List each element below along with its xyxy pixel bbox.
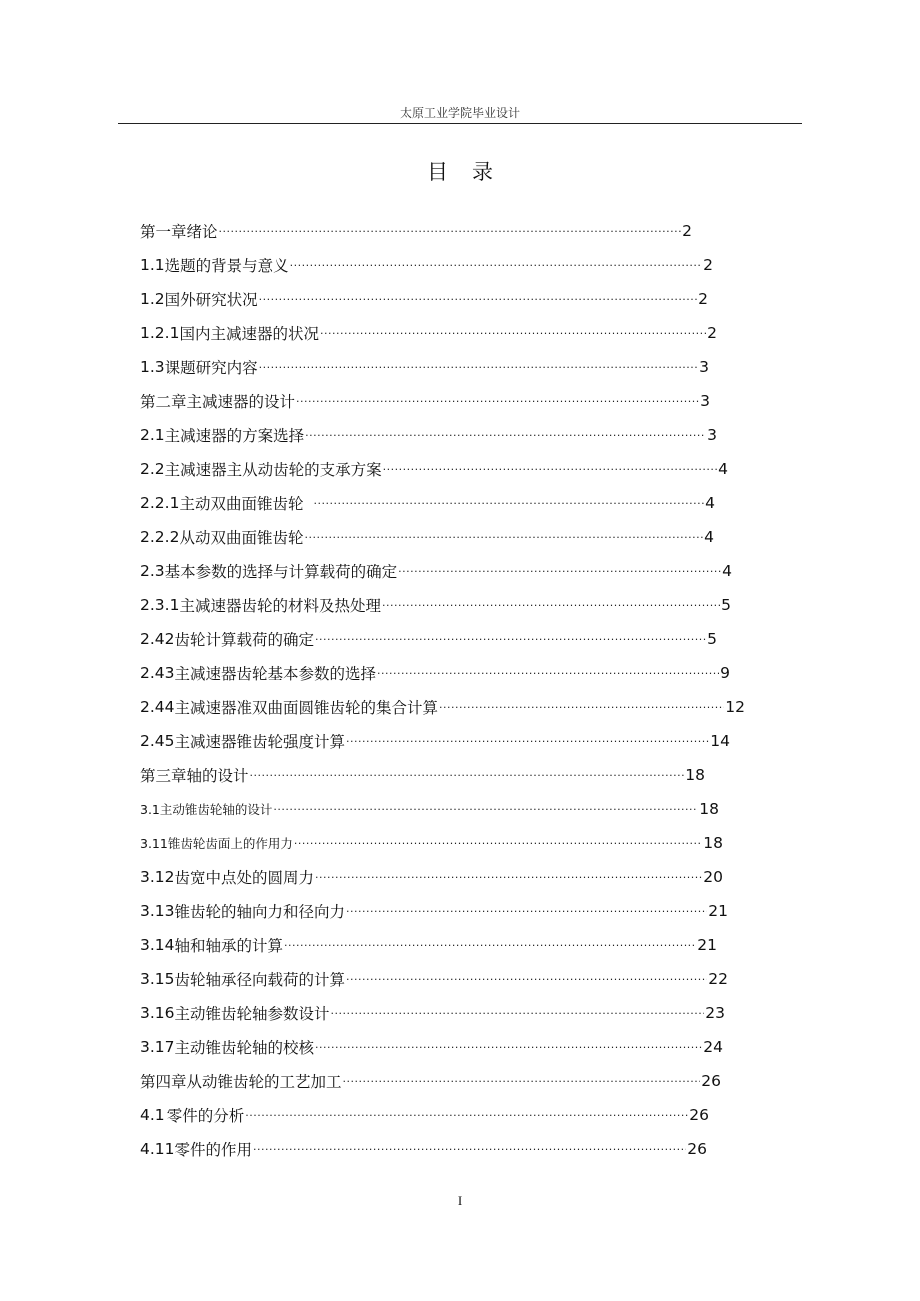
toc-entry-chapter-2[interactable] (140, 389, 710, 413)
toc-entry-3-15[interactable] (140, 967, 728, 991)
toc-entry-number: 第二章 (140, 393, 187, 411)
toc-entry-page: 2 (707, 324, 717, 342)
toc-entry-title: 基本参数的选择与计算载荷的确定 (164, 563, 398, 581)
toc-entry-2-45[interactable] (140, 729, 730, 753)
toc-entry-title: 主动双曲面锥齿轮 (179, 495, 304, 513)
toc-entry-title: 主动锥齿轮轴参数设计 (174, 1005, 330, 1023)
toc-entry-number: 2.2.1 (140, 494, 180, 512)
toc-entry-page: 14 (710, 732, 730, 750)
toc-leader (296, 395, 699, 413)
toc-entry-title: 轴和轴承的计算 (174, 937, 284, 955)
toc-entry-title: 主减速器齿轮基本参数的选择 (174, 665, 377, 683)
toc-entry-number: 1.2 (140, 290, 165, 308)
toc-title: 目录 (427, 160, 517, 184)
toc-entry-2-2[interactable] (140, 457, 728, 481)
toc-entry-title: 齿轮计算载荷的确定 (174, 631, 315, 649)
toc-entry-number: 第四章 (140, 1073, 187, 1091)
toc-entry-page: 4 (718, 460, 728, 478)
toc-entry-chapter-4[interactable] (140, 1069, 721, 1093)
toc-entry-number: 2.2.2 (140, 528, 180, 546)
toc-entry-3-11[interactable] (140, 831, 723, 855)
toc-entry-title: 课题研究内容 (164, 359, 258, 377)
toc-entry-page: 5 (707, 630, 717, 648)
toc-entry-page: 22 (708, 970, 728, 988)
toc-entry-page: 9 (720, 664, 730, 682)
toc-leader (313, 497, 704, 515)
toc-entry-1-2[interactable] (140, 287, 708, 311)
toc-entry-page: 2 (698, 290, 708, 308)
toc-entry-title: 主动锥齿轮轴的设计 (159, 802, 273, 817)
toc-leader (250, 769, 685, 787)
toc-entry-page: 18 (699, 800, 719, 818)
toc-entry-number: 2.1 (140, 426, 165, 444)
toc-entry-page: 5 (721, 596, 731, 614)
toc-entry-number: 2.3 (140, 562, 165, 580)
toc-entry-chapter-3[interactable] (140, 763, 705, 787)
toc-leader (377, 667, 719, 685)
toc-entry-page: 21 (697, 936, 717, 954)
toc-entry-3-12[interactable] (140, 865, 723, 889)
toc-entry-title: 锥齿轮齿面上的作用力 (167, 836, 293, 851)
toc-entry-1-1[interactable] (140, 253, 713, 277)
toc-entry-number: 第三章 (140, 767, 187, 785)
toc-leader (253, 1143, 686, 1161)
toc-leader (383, 463, 717, 481)
toc-entry-3-17[interactable] (140, 1035, 723, 1059)
toc-entry-page: 21 (708, 902, 728, 920)
toc-leader (219, 225, 682, 243)
toc-leader (398, 565, 721, 583)
toc-entry-number: 3.12 (140, 868, 175, 886)
page-number: I (457, 1193, 463, 1208)
toc-entry-number: 1.1 (140, 256, 165, 274)
toc-entry-number: 3.15 (140, 970, 175, 988)
toc-entry-number: 2.44 (140, 698, 175, 716)
toc-entry-page: 18 (685, 766, 705, 784)
toc-entry-number: 4.11 (140, 1140, 175, 1158)
toc-entry-number: 3.1 (140, 801, 160, 817)
toc-entry-title: 齿宽中点处的圆周力 (174, 869, 315, 887)
toc-entry-4-11[interactable] (140, 1137, 707, 1161)
toc-leader (331, 1007, 705, 1025)
toc-entry-2-2-2[interactable] (140, 525, 714, 549)
toc-leader (315, 871, 702, 889)
toc-entry-2-3[interactable] (140, 559, 732, 583)
toc-entry-2-3-1[interactable] (140, 593, 731, 617)
toc-leader (382, 599, 720, 617)
toc-leader (284, 939, 696, 957)
toc-entry-title: 国内主减速器的状况 (179, 325, 319, 343)
toc-entry-number: 1.3 (140, 358, 165, 376)
toc-entry-number: 3.11 (140, 835, 168, 851)
toc-entry-title: 主减速器的方案选择 (164, 427, 305, 445)
toc-entry-number: 3.14 (140, 936, 175, 954)
toc-entry-title: 主减速器锥齿轮强度计算 (174, 733, 346, 751)
toc-entry-title: 主动锥齿轮轴的校核 (174, 1039, 315, 1057)
toc-entry-3-13[interactable] (140, 899, 728, 923)
toc-entry-number: 3.13 (140, 902, 175, 920)
toc-entry-page: 26 (689, 1106, 709, 1124)
toc-entry-1-2-1[interactable] (140, 321, 717, 345)
toc-entry-page: 4 (705, 494, 715, 512)
toc-entry-title: 从动双曲面锥齿轮 (179, 529, 304, 547)
toc-leader (346, 735, 709, 753)
toc-entry-2-2-1[interactable] (140, 491, 715, 515)
toc-entry-title: 绪论 (186, 223, 218, 241)
toc-leader (259, 361, 698, 379)
toc-entry-page: 3 (699, 358, 709, 376)
toc-entry-title: 主减速器主从动齿轮的支承方案 (164, 461, 382, 479)
toc-entry-1-3[interactable] (140, 355, 709, 379)
toc-leader (259, 293, 697, 311)
toc-entry-title: 锥齿轮的轴向力和径向力 (174, 903, 346, 921)
toc-entry-title: 轴的设计 (186, 767, 249, 785)
toc-entry-chapter-1[interactable] (140, 219, 692, 243)
toc-leader (290, 259, 702, 277)
toc-leader (305, 429, 706, 447)
toc-entry-page: 4 (722, 562, 732, 580)
toc-entry-number: 3.16 (140, 1004, 175, 1022)
toc-entry-number: 2.2 (140, 460, 165, 478)
toc-entry-page: 26 (701, 1072, 721, 1090)
toc-entry-page: 2 (703, 256, 713, 274)
toc-entry-2-1[interactable] (140, 423, 717, 447)
toc-entry-2-42[interactable] (140, 627, 717, 651)
toc-entry-3-14[interactable] (140, 933, 717, 957)
toc-entry-title: 从动锥齿轮的工艺加工 (186, 1073, 342, 1091)
toc-entry-title: 国外研究状况 (164, 291, 258, 309)
toc-leader (346, 973, 707, 991)
toc-entry-page: 4 (704, 528, 714, 546)
toc-entry-page: 24 (703, 1038, 723, 1056)
toc-leader (245, 1109, 688, 1127)
toc-entry-title: 零件的分析 (166, 1107, 245, 1125)
toc-entry-number: 3.17 (140, 1038, 175, 1056)
toc-entry-number: 1.2.1 (140, 324, 180, 342)
toc-entry-title: 主减速器齿轮的材料及热处理 (179, 597, 381, 615)
toc-entry-title: 零件的作用 (174, 1141, 253, 1159)
toc-leader (315, 633, 706, 651)
toc-entry-page: 3 (700, 392, 710, 410)
toc-entry-title: 选题的背景与意义 (164, 257, 289, 275)
toc-entry-3-16[interactable] (140, 1001, 725, 1025)
toc-entry-page: 23 (705, 1004, 725, 1022)
toc-entry-page: 3 (707, 426, 717, 444)
toc-entry-2-44[interactable] (140, 695, 745, 719)
toc-leader (320, 327, 706, 345)
toc-entry-title: 齿轮轴承径向载荷的计算 (174, 971, 346, 989)
toc-leader (294, 837, 702, 855)
toc-entry-page: 20 (703, 868, 723, 886)
toc-entry-number: 2.42 (140, 630, 175, 648)
toc-entry-3-1[interactable] (140, 797, 719, 821)
toc-leader (439, 701, 724, 719)
toc-leader (346, 905, 707, 923)
toc-entry-page: 2 (682, 222, 692, 240)
toc-leader (315, 1041, 702, 1059)
toc-entry-2-43[interactable] (140, 661, 730, 685)
toc-entry-number: 4.1 (140, 1106, 165, 1124)
toc-entry-page: 18 (703, 834, 723, 852)
running-header: 太原工业学院毕业设计 (399, 106, 520, 120)
toc-entry-number: 第一章 (140, 223, 187, 241)
toc-entry-number: 2.43 (140, 664, 175, 682)
toc-entry-4-1[interactable] (140, 1103, 709, 1127)
toc-entry-title: 主减速器准双曲面圆锥齿轮的集合计算 (174, 699, 439, 717)
toc-leader (304, 531, 703, 549)
toc-leader (343, 1075, 701, 1093)
toc-entry-page: 26 (687, 1140, 707, 1158)
toc-entry-page: 12 (725, 698, 745, 716)
toc-entry-number: 2.3.1 (140, 596, 180, 614)
toc-leader (273, 803, 698, 821)
toc-entry-number: 2.45 (140, 732, 175, 750)
toc-entry-title: 主减速器的设计 (186, 393, 296, 411)
